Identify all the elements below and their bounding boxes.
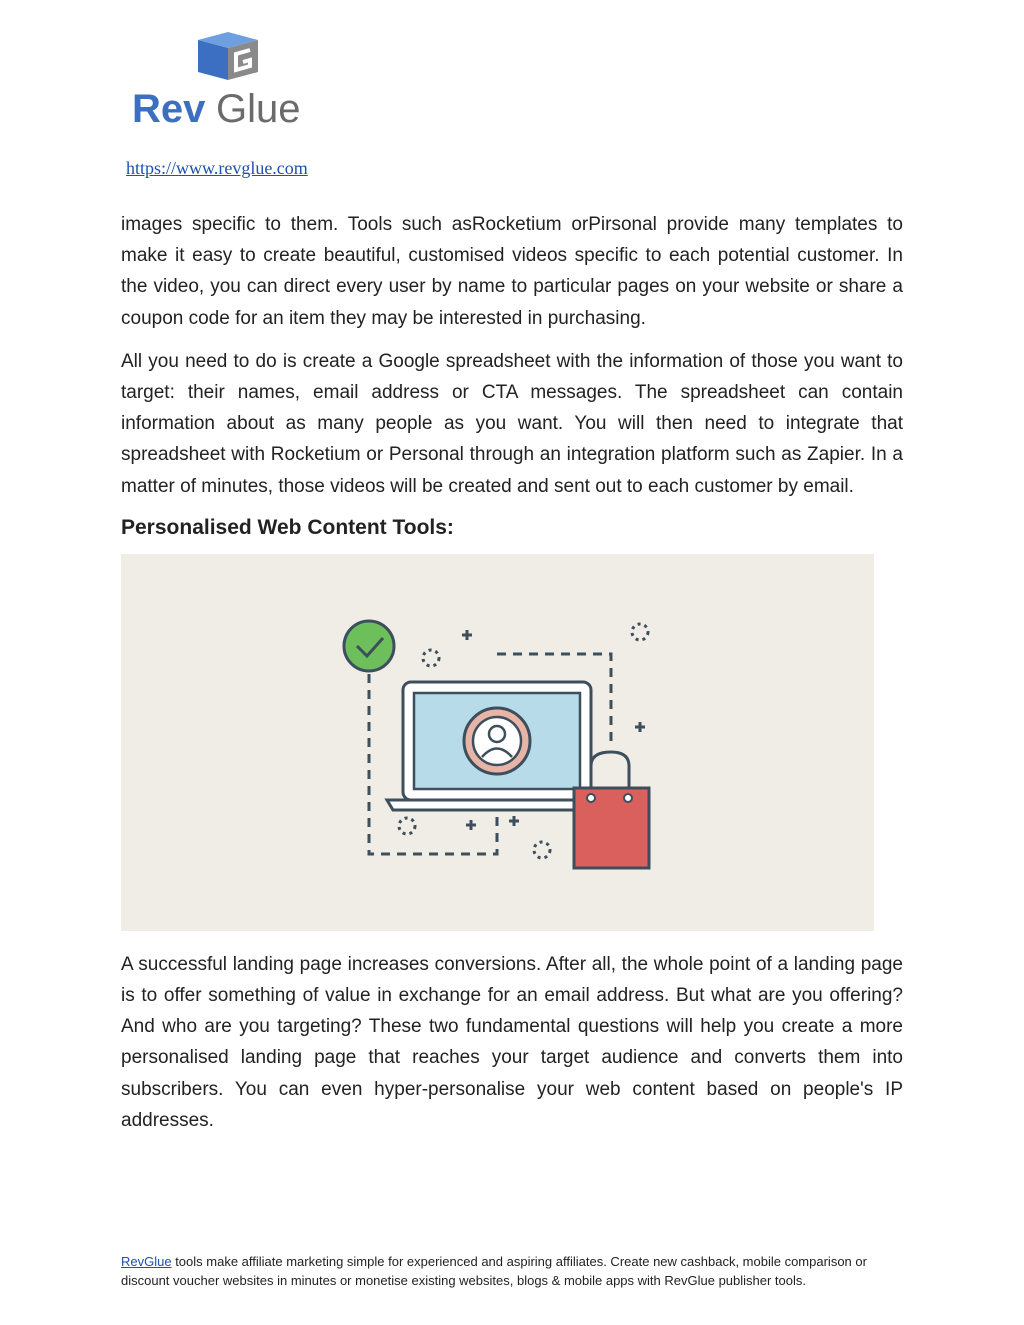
- paragraph-2: All you need to do is create a Google spreadsheet with the information of those you want to target: their names, email address or CTA messages. The spreadsheet can contain information about as many people as you want. You will then need to integrate that spreadsheet with Rocketium or Personal through an integration platform such as Zapier. In a matter of minutes, those videos will be created and sent out to each customer by email.: [121, 350, 903, 497]
- section-heading: Personalised Web Content Tools:: [121, 515, 454, 539]
- footer-revglue-link[interactable]: RevGlue: [121, 1254, 172, 1269]
- footer-text: tools make affiliate marketing simple for experienced and aspiring affiliates. Create new cashback, mobile comparison or discount voucher websites in minutes or monetise existing websites, blogs & mobile apps with RevGlue publisher tools.: [121, 1254, 867, 1288]
- svg-text:Glue: Glue: [216, 87, 301, 130]
- paragraph-3: A successful landing page increases conversions. After all, the whole point of a landing page is to offer something of value in exchange for an email address. But what are you offering? And who are you targeting? These two fundamental questions will help you create a more personalised landing page that reaches your target audience and converts them into subscribers. You can even hyper-personalise your web content based on people's IP addresses.: [121, 953, 903, 1131]
- paragraph-1: images specific to them. Tools such asRocketium orPirsonal provide many templates to make it easy to create beautiful, customised videos specific to each potential customer. In the video, you can direct every user by name to particular pages on your website or share a coupon code for an item they may be interested in purchasing.: [121, 214, 903, 329]
- site-url-link[interactable]: https://www.revglue.com: [126, 158, 308, 178]
- revglue-logo: [130, 30, 330, 130]
- svg-text:Rev: Rev: [132, 87, 206, 130]
- revglue-logo-icon: [130, 30, 330, 130]
- check-circle-icon: [344, 621, 394, 671]
- document-body: [121, 209, 903, 1148]
- footer: [121, 1252, 911, 1290]
- personalised-content-illustration: [121, 554, 874, 931]
- user-avatar-icon: [464, 708, 530, 774]
